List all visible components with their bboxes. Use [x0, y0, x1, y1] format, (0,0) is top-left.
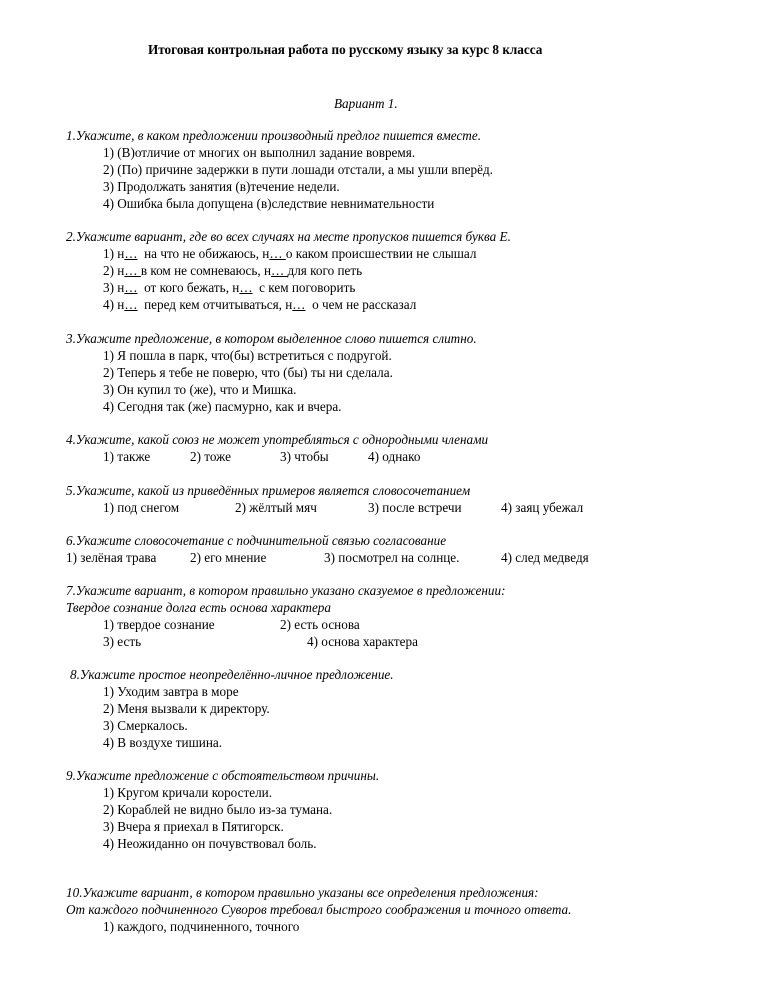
q4-option-3: 3) чтобы: [280, 449, 329, 464]
q2-option-1: 1) н… на что не обижаюсь, н… о каком происшествии не слышал: [103, 246, 477, 261]
q1-option-4: 4) Ошибка была допущена (в)следствие невнимательности: [103, 196, 435, 211]
q7-option-3: 3) есть: [103, 634, 142, 649]
question-8: 8.Укажите простое неопределённо-личное предложение.: [70, 667, 394, 682]
question-7: 7.Укажите вариант, в котором правильно указано сказуемое в предложении:: [66, 583, 506, 598]
q10-sentence: От каждого подчиненного Суворов требовал быстрого соображения и точного ответа.: [66, 902, 572, 917]
q7-option-1: 1) твердое сознание: [103, 617, 215, 632]
q5-option-4: 4) заяц убежал: [501, 500, 584, 515]
q6-option-3: 3) посмотрел на солнце.: [324, 550, 460, 565]
q4-option-2: 2) тоже: [190, 449, 231, 464]
q1-option-1: 1) (В)отличие от многих он выполнил задание вовремя.: [103, 145, 416, 160]
q3-option-3: 3) Он купил то (же), что и Мишка.: [103, 382, 297, 397]
q3-option-1: 1) Я пошла в парк, что(бы) встретиться с подругой.: [103, 348, 392, 363]
q9-option-1: 1) Кругом кричали коростели.: [103, 785, 273, 800]
q9-option-3: 3) Вчера я приехал в Пятигорск.: [103, 819, 284, 834]
question-1: 1.Укажите, в каком предложении производный предлог пишется вместе.: [66, 128, 481, 143]
q6-option-1: 1) зелёная трава: [66, 550, 157, 565]
q3-option-2: 2) Теперь я тебе не поверю, что (бы) ты ни сделала.: [103, 365, 393, 380]
q6-option-2: 2) его мнение: [190, 550, 267, 565]
q10-option-1: 1) каждого, подчиненного, точного: [103, 919, 300, 934]
q1-option-2: 2) (По) причине задержки в пути лошади отстали, а мы ушли вперёд.: [103, 162, 493, 177]
q8-option-1: 1) Уходим завтра в море: [103, 684, 239, 699]
q5-option-3: 3) после встречи: [368, 500, 462, 515]
q6-option-4: 4) след медведя: [501, 550, 589, 565]
q8-option-2: 2) Меня вызвали к директору.: [103, 701, 270, 716]
q7-option-4: 4) основа характера: [307, 634, 418, 649]
page-title: Итоговая контрольная работа по русскому языку за курс 8 класса: [148, 42, 543, 57]
q5-option-1: 1) под снегом: [103, 500, 180, 515]
q4-option-1: 1) также: [103, 449, 151, 464]
q2-option-3: 3) н… от кого бежать, н… с кем поговорить: [103, 280, 356, 295]
q5-option-2: 2) жёлтый мяч: [235, 500, 317, 515]
q9-option-2: 2) Кораблей не видно было из-за тумана.: [103, 802, 333, 817]
question-6: 6.Укажите словосочетание с подчинительной связью согласование: [66, 533, 447, 548]
q7-sentence: Твердое сознание долга есть основа характера: [66, 600, 331, 615]
variant-label: Вариант 1.: [334, 96, 398, 111]
q2-option-4: 4) н… перед кем отчитываться, н… о чем не рассказал: [103, 297, 417, 312]
question-3: 3.Укажите предложение, в котором выделенное слово пишется слитно.: [66, 331, 477, 346]
q8-option-4: 4) В воздухе тишина.: [103, 735, 223, 750]
q7-option-2: 2) есть основа: [280, 617, 360, 632]
question-9: 9.Укажите предложение с обстоятельством причины.: [66, 768, 380, 783]
question-5: 5.Укажите, какой из приведённых примеров является словосочетанием: [66, 483, 471, 498]
question-2: 2.Укажите вариант, где во всех случаях на месте пропусков пишется буква Е.: [66, 229, 511, 244]
q3-option-4: 4) Сегодня так (же) пасмурно, как и вчера.: [103, 399, 342, 414]
q8-option-3: 3) Смеркалось.: [103, 718, 188, 733]
q1-option-3: 3) Продолжать занятия (в)течение недели.: [103, 179, 340, 194]
q4-option-4: 4) однако: [368, 449, 421, 464]
question-4: 4.Укажите, какой союз не может употребляться с однородными членами: [66, 432, 489, 447]
q9-option-4: 4) Неожиданно он почувствовал боль.: [103, 836, 317, 851]
q2-option-2: 2) н… в ком не сомневаюсь, н… для кого петь: [103, 263, 363, 278]
question-10: 10.Укажите вариант, в котором правильно указаны все определения предложения:: [66, 885, 539, 900]
